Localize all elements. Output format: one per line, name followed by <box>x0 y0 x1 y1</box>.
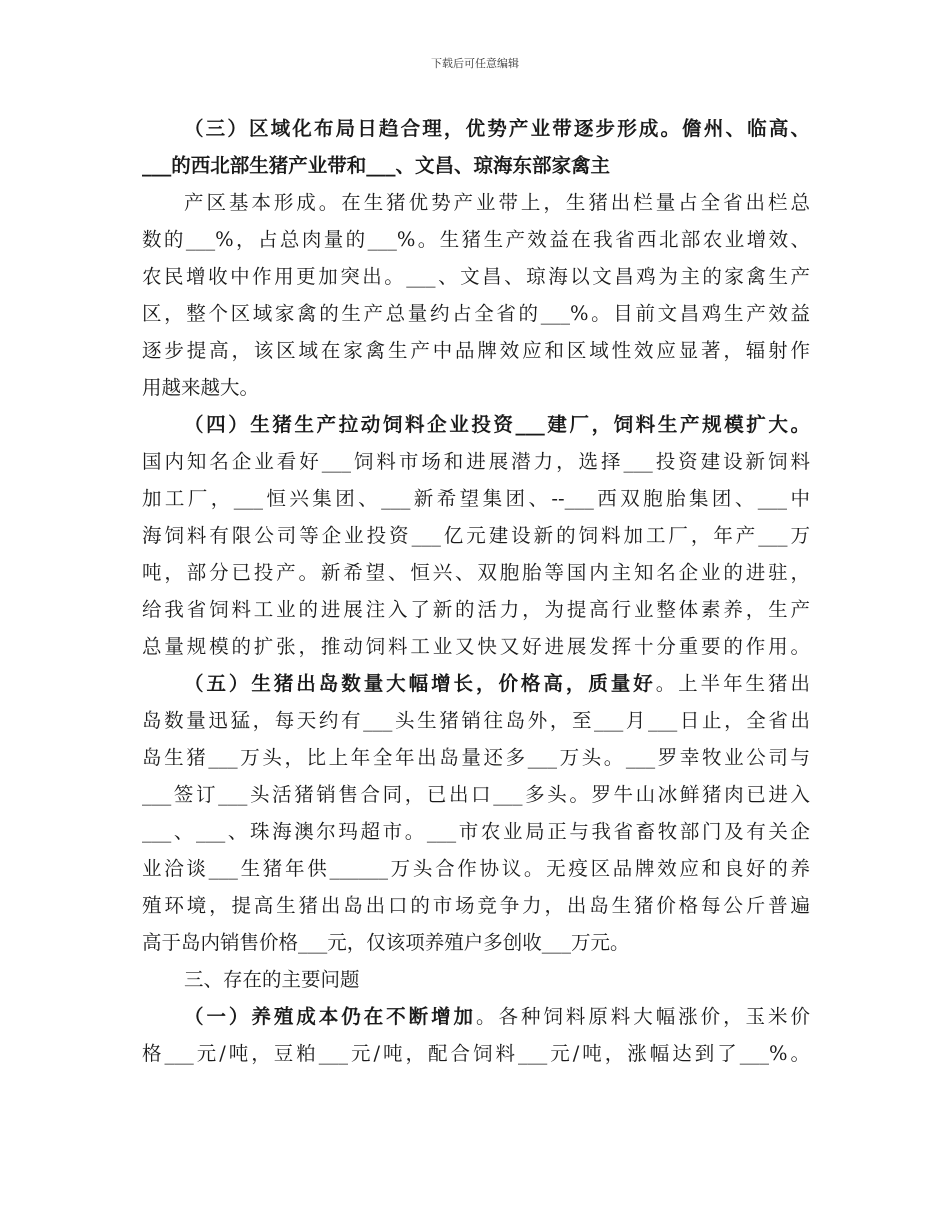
text-line <box>142 1035 810 1072</box>
text-line <box>142 295 810 332</box>
body-text: 业洽谈___生猪年供______万头合作协议。无疫区品牌效应和良好的养 <box>142 857 810 880</box>
bold-heading-text: （一）养殖成本仍在不断增加 <box>184 1005 477 1028</box>
body-text: 岛数量迅猛，每天约有___头生猪销往岛外，至___月___日止，全省出 <box>142 709 810 732</box>
body-text: 用越来越大。 <box>142 376 260 399</box>
body-text: 殖环境，提高生猪出岛出口的市场竞争力，出岛生猪价格每公斤普遍 <box>142 894 810 917</box>
body-text: ___、___、珠海澳尔玛超市。___市农业局正与我省畜牧部门及有关企 <box>142 820 810 843</box>
text-line <box>142 258 810 295</box>
body-text: 加工厂，___恒兴集团、___新希望集团、--___西双胞胎集团、___中 <box>142 487 810 510</box>
page-header-note: 下载后可任意编辑 <box>431 57 519 70</box>
text-line <box>142 813 810 850</box>
body-text: 农民增收中作用更加突出。___、文昌、琼海以文昌鸡为主的家禽生产 <box>142 265 810 288</box>
body-text: 格___元/吨，豆粕___元/吨，配合饲料___元/吨，涨幅达到了___%。 <box>142 1042 810 1065</box>
body-text: 数的___%，占总肉量的___%。生猪生产效益在我省西北部农业增效、 <box>142 228 810 251</box>
document-body <box>142 110 810 1072</box>
text-line <box>142 776 810 813</box>
body-text: 区，整个区域家禽的生产总量约占全省的___%。目前文昌鸡生产效益 <box>142 302 810 325</box>
text-line <box>142 702 810 739</box>
body-text: ___签订___头活猪销售合同，已出口___多头。罗牛山冰鲜猪肉已进入 <box>142 783 810 806</box>
body-text: 逐步提高，该区域在家禽生产中品牌效应和区域性效应显著，辐射作 <box>142 339 810 362</box>
bold-heading-text: （三）区域化布局日趋合理，优势产业带逐步形成。儋州、临高、 <box>184 117 810 140</box>
text-line <box>142 221 810 258</box>
text-line <box>142 961 810 998</box>
body-text: 三、存在的主要问题 <box>184 968 360 991</box>
text-line <box>142 591 810 628</box>
bold-heading-text: ___的西北部生猪产业带和___、文昌、琼海东部家禽主 <box>142 154 611 177</box>
text-line <box>142 147 810 184</box>
text-line <box>142 110 810 147</box>
text-line <box>142 554 810 591</box>
text-line <box>142 665 810 702</box>
text-line <box>142 480 810 517</box>
text-line <box>142 369 810 406</box>
body-text: 给我省饲料工业的进展注入了新的活力，为提高行业整体素养，生产 <box>142 598 810 621</box>
text-line <box>142 887 810 924</box>
body-text: 岛生猪___万头，比上年全年出岛量还多___万头。___罗幸牧业公司与 <box>142 746 810 769</box>
body-text: 海饲料有限公司等企业投资___亿元建设新的饲料加工厂，年产___万 <box>142 524 810 547</box>
text-line <box>142 332 810 369</box>
text-line <box>142 739 810 776</box>
body-text: 总量规模的扩张，推动饲料工业又快又好进展发挥十分重要的作用。 <box>142 635 810 658</box>
text-line <box>142 517 810 554</box>
text-line <box>142 924 810 961</box>
bold-heading-text: （四）生猪生产拉动饲料企业投资___建厂，饲料生产规模扩大。 <box>184 413 810 436</box>
body-text: 产区基本形成。在生猪优势产业带上，生猪出栏量占全省出栏总 <box>184 191 810 214</box>
text-line <box>142 406 810 443</box>
text-line <box>142 443 810 480</box>
body-text: 高于岛内销售价格___元，仅该项养殖户多创收___万元。 <box>142 931 630 954</box>
text-line <box>142 850 810 887</box>
body-text: 。各种饲料原料大幅涨价，玉米价 <box>476 1005 810 1028</box>
bold-heading-text: （五）生猪出岛数量大幅增长，价格高，质量好 <box>184 672 656 695</box>
body-text: 国内知名企业看好___饲料市场和进展潜力，选择___投资建设新饲料 <box>142 450 810 473</box>
body-text: 。上半年生猪出 <box>655 672 810 695</box>
text-line <box>142 998 810 1035</box>
text-line <box>142 628 810 665</box>
text-line <box>142 184 810 221</box>
body-text: 吨，部分已投产。新希望、恒兴、双胞胎等国内主知名企业的进驻， <box>142 561 810 584</box>
